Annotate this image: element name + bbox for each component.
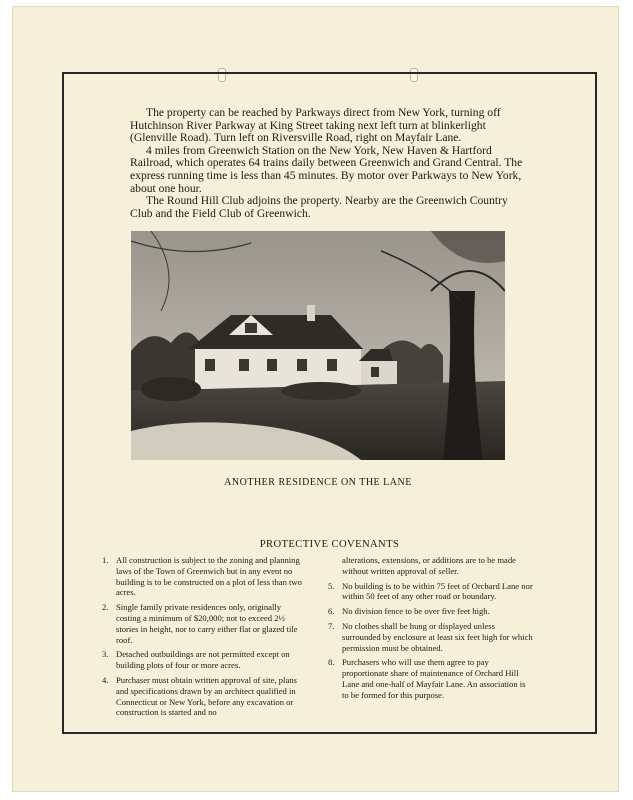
page-border-frame bbox=[62, 72, 597, 734]
intro-text bbox=[130, 107, 528, 220]
covenant-text: No building is to be within 75 feet of Orchard Lane nor within 50 feet of any other road or boundary. bbox=[342, 580, 533, 602]
covenant-number: 8. bbox=[328, 657, 335, 668]
intro-paragraph-directions: The property can be reached by Parkways direct from New York, turning off Hutchinson River Parkway at King Street taking next left turn at blinkerlight (Glenville Road). Turn left on Riversville Road, right on Mayfair Lane. bbox=[130, 106, 501, 145]
covenants-column-left bbox=[102, 555, 308, 722]
covenant-text: Detached outbuildings are not permitted except on building plots of four or more acres. bbox=[116, 649, 290, 671]
intro-paragraph-railroad: 4 miles from Greenwich Station on the New York, New Haven & Hartford Railroad, which operates 64 trains daily between Greenwich and Grand Central. The express running time is less than 45 minutes. By motor over Parkways to New York, about one hour. bbox=[130, 143, 523, 195]
covenant-text: Purchaser must obtain written approval of site, plans and specifications drawn by an architect qualified in Connecticut or New York, before any excavation or construction is started and no bbox=[116, 674, 297, 718]
covenant-item bbox=[328, 581, 534, 603]
covenant-number: 4. bbox=[102, 674, 109, 685]
covenant-text: No clothes shall be hung or displayed unless surrounded by enclosure at least six feet high for which permission must be obtained. bbox=[342, 620, 533, 653]
covenant-text: No division fence to be over five feet high. bbox=[342, 606, 490, 617]
covenant-number: 1. bbox=[102, 555, 109, 565]
covenant-item bbox=[102, 675, 308, 718]
covenant-text: Purchasers who will use them agree to pay proportionate share of maintenance of Orchard Hill Lane and one-half of Mayfair Lane. An association is to be formed for this purpose. bbox=[342, 657, 526, 700]
covenant-item bbox=[102, 649, 308, 671]
covenant-item bbox=[102, 602, 308, 645]
document-page bbox=[12, 6, 619, 792]
covenant-number: 5. bbox=[328, 580, 335, 591]
covenants-title: PROTECTIVE COVENANTS bbox=[259, 539, 400, 550]
covenant-item bbox=[328, 657, 534, 700]
covenant-continuation: alterations, extensions, or additions are to be made without written approval of seller. bbox=[342, 555, 516, 576]
intro-paragraph-clubs: The Round Hill Club adjoins the property. Nearby are the Greenwich Country Club and the Field Club of Greenwich. bbox=[130, 194, 508, 220]
residence-photo bbox=[131, 231, 505, 460]
covenant-item bbox=[102, 555, 308, 598]
photo-caption: ANOTHER RESIDENCE ON THE LANE bbox=[224, 477, 412, 488]
covenant-number: 2. bbox=[102, 602, 109, 613]
covenant-item bbox=[328, 606, 534, 617]
covenant-text: All construction is subject to the zoning and planning laws of the Town of Greenwich but in any event no building is to be constructed on a plot of less than two acres. bbox=[116, 555, 302, 598]
covenant-number: 6. bbox=[328, 606, 335, 617]
covenant-number: 3. bbox=[102, 649, 109, 660]
covenants-column-right bbox=[328, 555, 534, 705]
covenant-text: Single family private residences only, originally costing a minimum of $20,000; not to exceed 2½ stories in height, nor to carry either flat or glazed tile roof. bbox=[116, 602, 298, 645]
covenant-item bbox=[328, 621, 534, 653]
covenant-number: 7. bbox=[328, 620, 335, 631]
